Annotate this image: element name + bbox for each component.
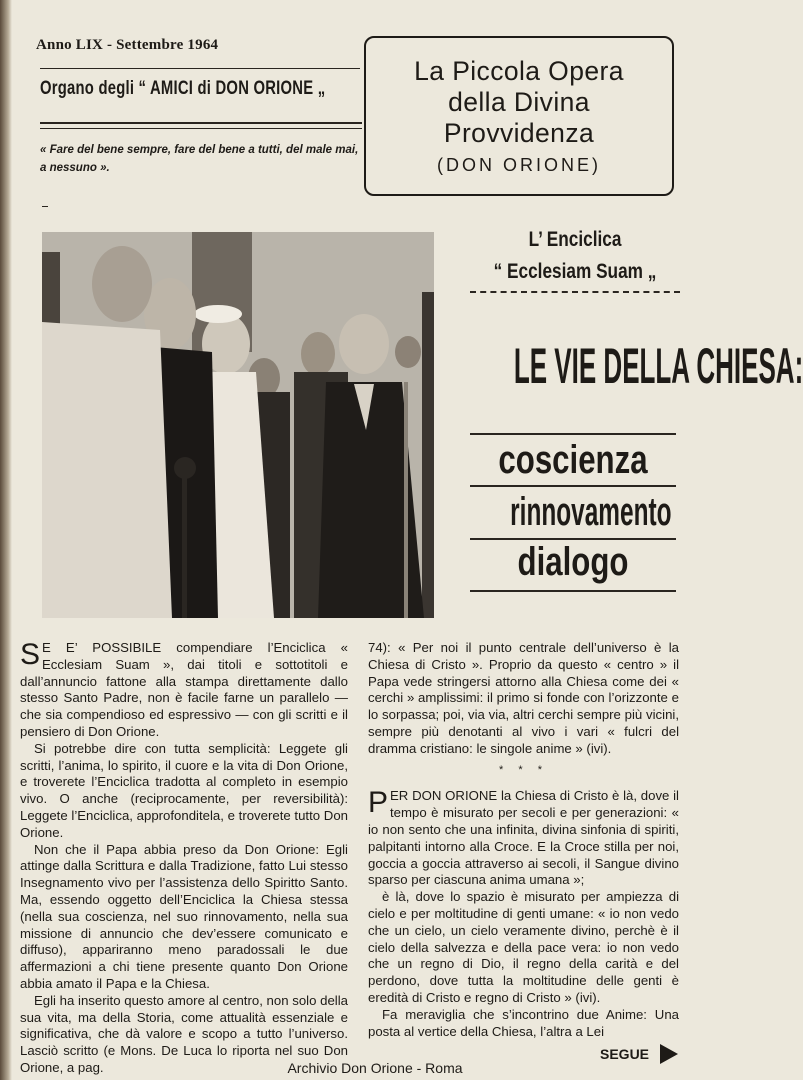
header-rule-top xyxy=(40,68,360,69)
encyclical-line-1: L’ Enciclica xyxy=(528,228,622,251)
headline-rule-1 xyxy=(470,433,676,435)
right-paragraph-2-text: ER DON ORIONE la Chiesa di Cristo è là, dove il tempo è misurato per secoli e per generazioni: « io non sento che una infinita, divina sinfonia di spiriti, palpitanti intorno alla Croce. E la Croce stilla per noi, goccia a goccia attraverso ai secoli, il Sangue divino sparso per ciascuna anima umana »; xyxy=(368,788,679,888)
article-left-column xyxy=(20,640,348,1077)
encyclical-heading xyxy=(489,224,661,288)
title-line-3: Provvidenza xyxy=(443,118,595,148)
drop-cap-s: S xyxy=(20,638,41,671)
motto: « Fare del bene sempre, fare del bene a tutti, del male mai, a nessuno ». xyxy=(40,144,359,174)
title-line-4: (DON ORIONE) xyxy=(437,155,601,175)
binding-spine xyxy=(0,0,12,1080)
photo xyxy=(42,232,434,618)
left-paragraph-3: Non che il Papa abbia preso da Don Orione: Egli attinge dalla Scrittura e dalla Tradizione, fatto Lui stesso Insegnamento vivo per l’assistenza dello Spiritto Santo. Ma, essendo oggetto dell’Enciclica la Chiesa stessa (nella sua coscienza, nel suo rinnovamento, nella sua missione di annuncio che dev’essere comunicato e diffuso), appariranno meno paradossali le due affermazioni a chi tiene presente quanto Don Orione abbia amato il Papa e la Chiesa. xyxy=(20,841,348,991)
drop-cap-p: P xyxy=(368,786,389,820)
headline-vie: LE VIE DELLA CHIESA: xyxy=(513,338,803,394)
left-paragraph-4: Egli ha inserito questo amore al centro, non solo della sua vita, ma della Storia, come attualità essenziale e significativa, che dà valore e scopo a tutto l’universo. Lasciò scritto (e Mons. De Luca lo riporta nel suo Don Orione, a pag. xyxy=(20,992,348,1075)
title-line-1: La Piccola Opera xyxy=(414,56,624,86)
left-paragraph-1 xyxy=(20,640,348,741)
headline-rule-4 xyxy=(470,590,676,592)
dashed-divider xyxy=(470,291,680,293)
headline-rule-2 xyxy=(470,485,676,487)
left-paragraph-1-text: E E’ POSSIBILE compendiare l’Enciclica « Ecclesiam Suam », dai titoli e sottotitoli e dall’annuncio fattone alla stampa direttamente dallo stesso Santo Padre, non è facile farne un parallelo — che sia compendioso ed espressivo — con gli scritti e il pensiero di Don Orione. xyxy=(20,640,348,739)
header-rule-1 xyxy=(40,122,362,124)
right-paragraph-1: 74): « Per noi il punto centrale dell’universo è la Chiesa di Cristo ». Proprio da questo « centro » il Papa vede stringersi attorno alla Chiesa come dei « cerchi » amplissimi: il primo si fonde con l’orizzonte e lo sorpassa; poi, via via, altri cerchi sempre più vicini, sempre più denotanti al vivo i vari « fulcri del dramma cristiano: le singole anime » (ivi). xyxy=(368,640,679,756)
continue-label: SEGUE xyxy=(600,1046,650,1062)
small-tick xyxy=(42,206,48,207)
title-box xyxy=(364,36,674,196)
issue-date: Anno LIX - Settembre 1964 xyxy=(36,37,219,53)
headline-word-1: coscienza xyxy=(498,438,648,482)
organ-line: Organo degli “ AMICI di DON ORIONE „ xyxy=(40,78,326,99)
title-line-2: della Divina xyxy=(448,87,590,117)
right-paragraph-4: Fa meraviglia che s’incontrino due Anime: Una posta al vertice della Chiesa, l’altra a Lei xyxy=(368,1006,679,1039)
headline-word-3: dialogo xyxy=(517,540,629,584)
archive-footer: Archivio Don Orione - Roma xyxy=(287,1060,463,1076)
left-paragraph-2: Si potrebbe dire con tutta semplicità: Leggete gli scritti, l’anima, lo spirito, il cuore e la vita di Don Orione, e troverete l’Enciclica tradotta al completo in esempio vivo. O anche (reciprocamente, per reversibilità): Leggete l’Enciclica, approfonditela, e troverete tutto Don Orione. xyxy=(20,740,348,840)
encyclical-line-2: “ Ecclesiam Suam „ xyxy=(493,260,657,283)
right-paragraph-3: è là, dove lo spazio è misurato per ampiezza di cielo e per moltitudine di genti umane: « io non vedo che un cielo, un cielo veramente divino, perchè è il cielo della salvezza e della pace vera: io non vedo che un regno di Dio, il regno della carità e del perdono, dove tutta la moltitudine delle genti è eredità di Cristo e regno di Cristo » (ivi). xyxy=(368,889,679,1005)
article-right-column xyxy=(368,640,679,1040)
header-rule-2 xyxy=(40,128,362,129)
photo-illustration xyxy=(42,232,434,618)
headline-word-2: rinnovamento xyxy=(510,490,672,534)
right-paragraph-2 xyxy=(368,788,679,889)
section-stars: * * * xyxy=(499,763,548,776)
